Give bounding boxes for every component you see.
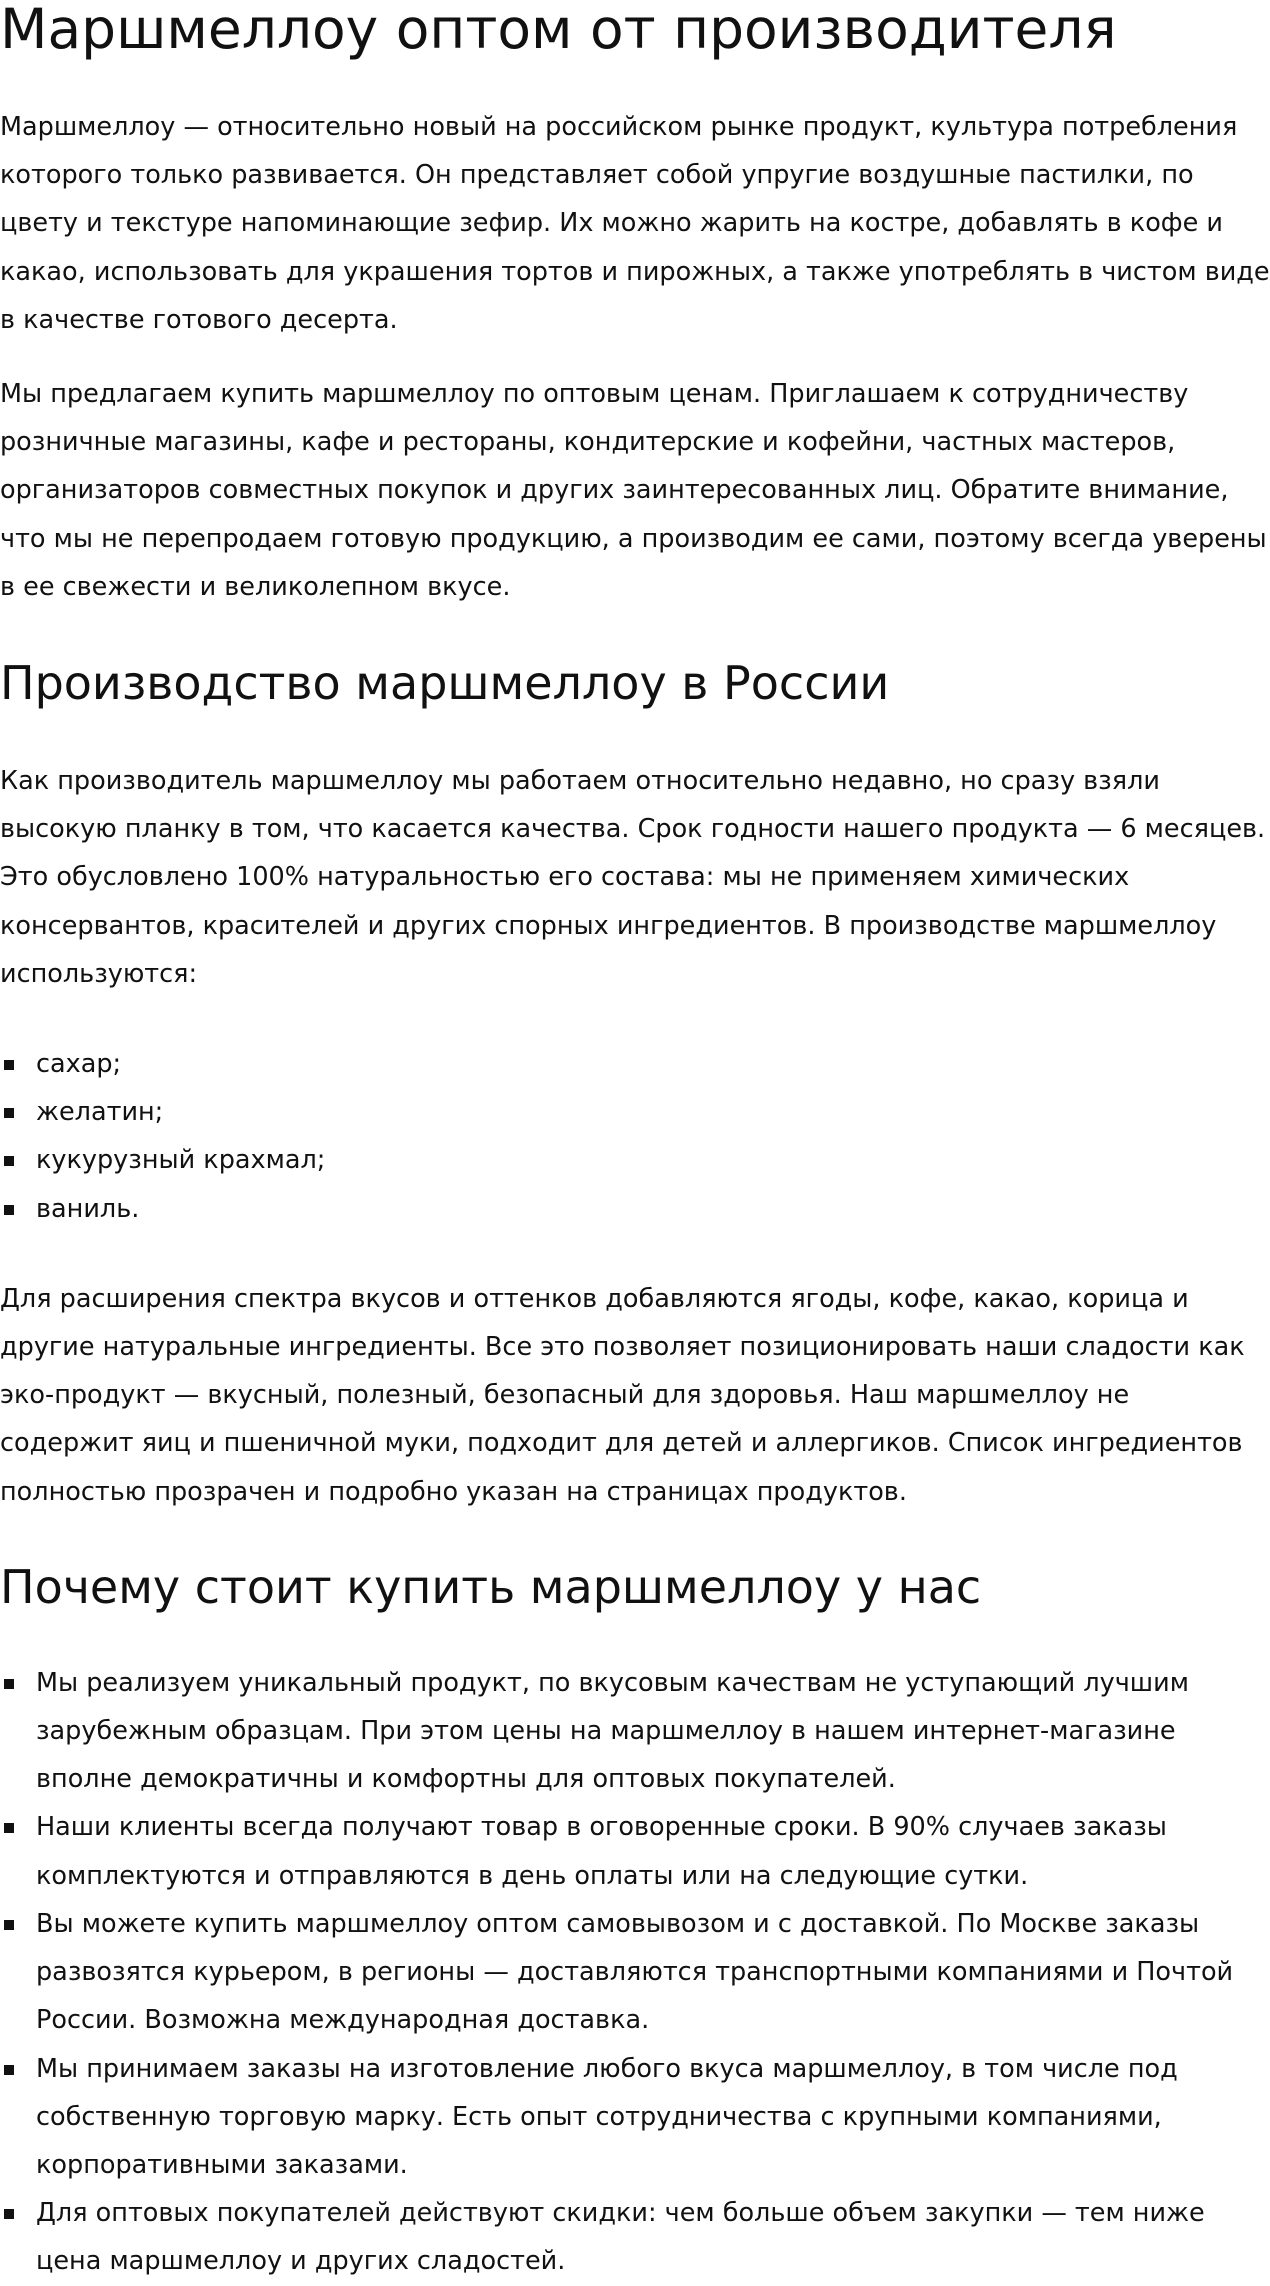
reasons-list bbox=[0, 1659, 1270, 2286]
why-heading: Почему стоит купить маршмеллоу у нас bbox=[0, 1559, 982, 1614]
list-item: сахар; bbox=[0, 1040, 1270, 1088]
list-item: ваниль. bbox=[0, 1185, 1270, 1233]
production-heading: Производство маршмеллоу в России bbox=[0, 656, 890, 711]
production-paragraph-2: Для расширения спектра вкусов и оттенков добавляются ягоды, кофе, какао, корица и другие натуральные ингредиенты. Все это позволяет позиционировать наши сладости как эко-продукт — вкусный, полезный, безопасный для здоровья. Наш маршмеллоу не содержит яиц и пшеничной муки, подходит для детей и аллергиков. Список ингредиентов полностью прозрачен и подробно указан на страницах продуктов. bbox=[0, 1283, 1245, 1507]
list-item: Наши клиенты всегда получают товар в оговоренные сроки. В 90% случаев заказы комплектуются и отправляются в день оплаты или на следующие сутки. bbox=[0, 1803, 1270, 1899]
list-item: Для оптовых покупателей действуют скидки: чем больше объем закупки — тем ниже цена маршмеллоу и других сладостей. bbox=[0, 2189, 1270, 2285]
page-title: Маршмеллоу оптом от производителя bbox=[0, 0, 1117, 61]
list-item: Мы принимаем заказы на изготовление любого вкуса маршмеллоу, в том числе под собственную торговую марку. Есть опыт сотрудничества с крупными компаниями, корпоративными заказами. bbox=[0, 2045, 1270, 2190]
intro-paragraph-2: Мы предлагаем купить маршмеллоу по оптовым ценам. Приглашаем к сотрудничеству розничные магазины, кафе и рестораны, кондитерские и кофейни, частных мастеров, организаторов совместных покупок и других заинтересованных лиц. Обратите внимание, что мы не перепродаем готовую продукцию, а производим ее сами, поэтому всегда уверены в ее свежести и великолепном вкусе. bbox=[0, 379, 1267, 602]
ingredients-list bbox=[0, 1040, 1270, 1233]
production-paragraph-1: Как производитель маршмеллоу мы работаем относительно недавно, но сразу взяли высокую планку в том, что касается качества. Срок годности нашего продукта — 6 месяцев. Это обусловлено 100% натуральностью его состава: мы не применяем химических консервантов, красителей и других спорных ингредиентов. В производстве маршмеллоу используются: bbox=[0, 766, 1266, 989]
list-item: Вы можете купить маршмеллоу оптом самовывозом и с доставкой. По Москве заказы развозятся курьером, в регионы — доставляются транспортными компаниями и Почтой России. Возможна международная доставка. bbox=[0, 1900, 1270, 2045]
list-item: кукурузный крахмал; bbox=[0, 1136, 1270, 1184]
intro-paragraph-1: Маршмеллоу — относительно новый на российском рынке продукт, культура потребления которого только развивается. Он представляет собой упругие воздушные пастилки, по цвету и текстуре напоминающие зефир. Их можно жарить на костре, добавлять в кофе и какао, использовать для украшения тортов и пирожных, а также употреблять в чистом виде в качестве готового десерта. bbox=[0, 112, 1270, 335]
list-item: Мы реализуем уникальный продукт, по вкусовым качествам не уступающий лучшим зарубежным образцам. При этом цены на маршмеллоу в нашем интернет-магазине вполне демократичны и комфортны для оптовых покупателей. bbox=[0, 1659, 1270, 1804]
list-item: желатин; bbox=[0, 1088, 1270, 1136]
